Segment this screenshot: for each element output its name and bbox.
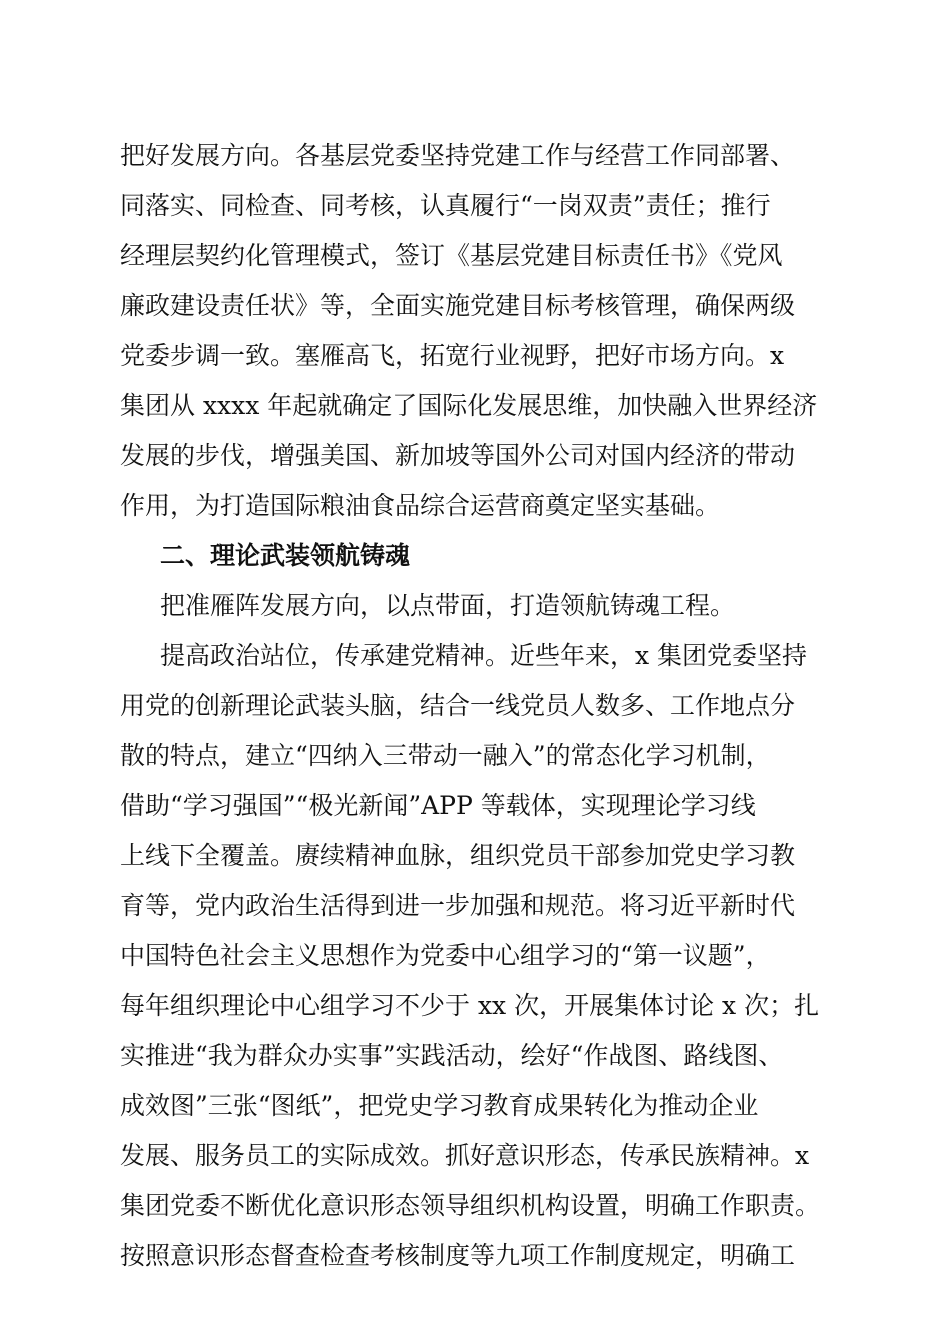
body-line: 成效图”三张“图纸”，把党史学习教育成果转化为推动企业 bbox=[120, 1091, 759, 1120]
body-line: 同落实、同检查、同考核，认真履行“一岗双责”责任；推行 bbox=[120, 191, 771, 220]
body-line: 廉政建设责任状》等，全面实施党建目标考核管理，确保两级 bbox=[120, 291, 796, 320]
body-line: 上线下全覆盖。赓续精神血脉，组织党员干部参加党史学习教 bbox=[120, 841, 796, 870]
body-line: 把好发展方向。各基层党委坚持党建工作与经营工作同部署、 bbox=[120, 141, 796, 170]
body-line: 经理层契约化管理模式，签订《基层党建目标责任书》《党风 bbox=[120, 241, 783, 270]
body-line: 把准雁阵发展方向，以点带面，打造领航铸魂工程。 bbox=[160, 591, 736, 620]
body-line: 每年组织理论中心组学习不少于 xx 次，开展集体讨论 x 次；扎 bbox=[120, 991, 820, 1020]
body-line: 发展的步伐，增强美国、新加坡等国外公司对国内经济的带动 bbox=[120, 441, 796, 470]
body-line: 党委步调一致。塞雁高飞，拓宽行业视野，把好市场方向。x bbox=[120, 341, 785, 370]
body-line: 育等，党内政治生活得到进一步加强和规范。将习近平新时代 bbox=[120, 891, 796, 920]
body-line: 作用，为打造国际粮油食品综合运营商奠定坚实基础。 bbox=[120, 491, 721, 520]
body-line: 提高政治站位，传承建党精神。近些年来，x 集团党委坚持 bbox=[160, 641, 808, 670]
body-line: 借助“学习强国”“极光新闻”APP 等载体，实现理论学习线 bbox=[120, 791, 756, 820]
body-line: 散的特点，建立“四纳入三带动一融入”的常态化学习机制， bbox=[120, 741, 771, 770]
body-line: 集团党委不断优化意识形态领导组织机构设置，明确工作职责。 bbox=[120, 1191, 821, 1220]
body-line: 中国特色社会主义思想作为党委中心组学习的“第一议题”， bbox=[120, 941, 771, 970]
body-line: 发展、服务员工的实际成效。抓好意识形态，传承民族精神。x bbox=[120, 1141, 810, 1170]
body-line: 按照意识形态督查检查考核制度等九项工作制度规定，明确工 bbox=[120, 1241, 796, 1270]
section-heading: 二、理论武装领航铸魂 bbox=[160, 541, 411, 570]
body-line: 集团从 xxxx 年起就确定了国际化发展思维，加快融入世界经济 bbox=[120, 391, 818, 420]
body-line: 用党的创新理论武装头脑，结合一线党员人数多、工作地点分 bbox=[120, 691, 796, 720]
body-line: 实推进“我为群众办实事”实践活动，绘好“作战图、路线图、 bbox=[120, 1041, 784, 1070]
